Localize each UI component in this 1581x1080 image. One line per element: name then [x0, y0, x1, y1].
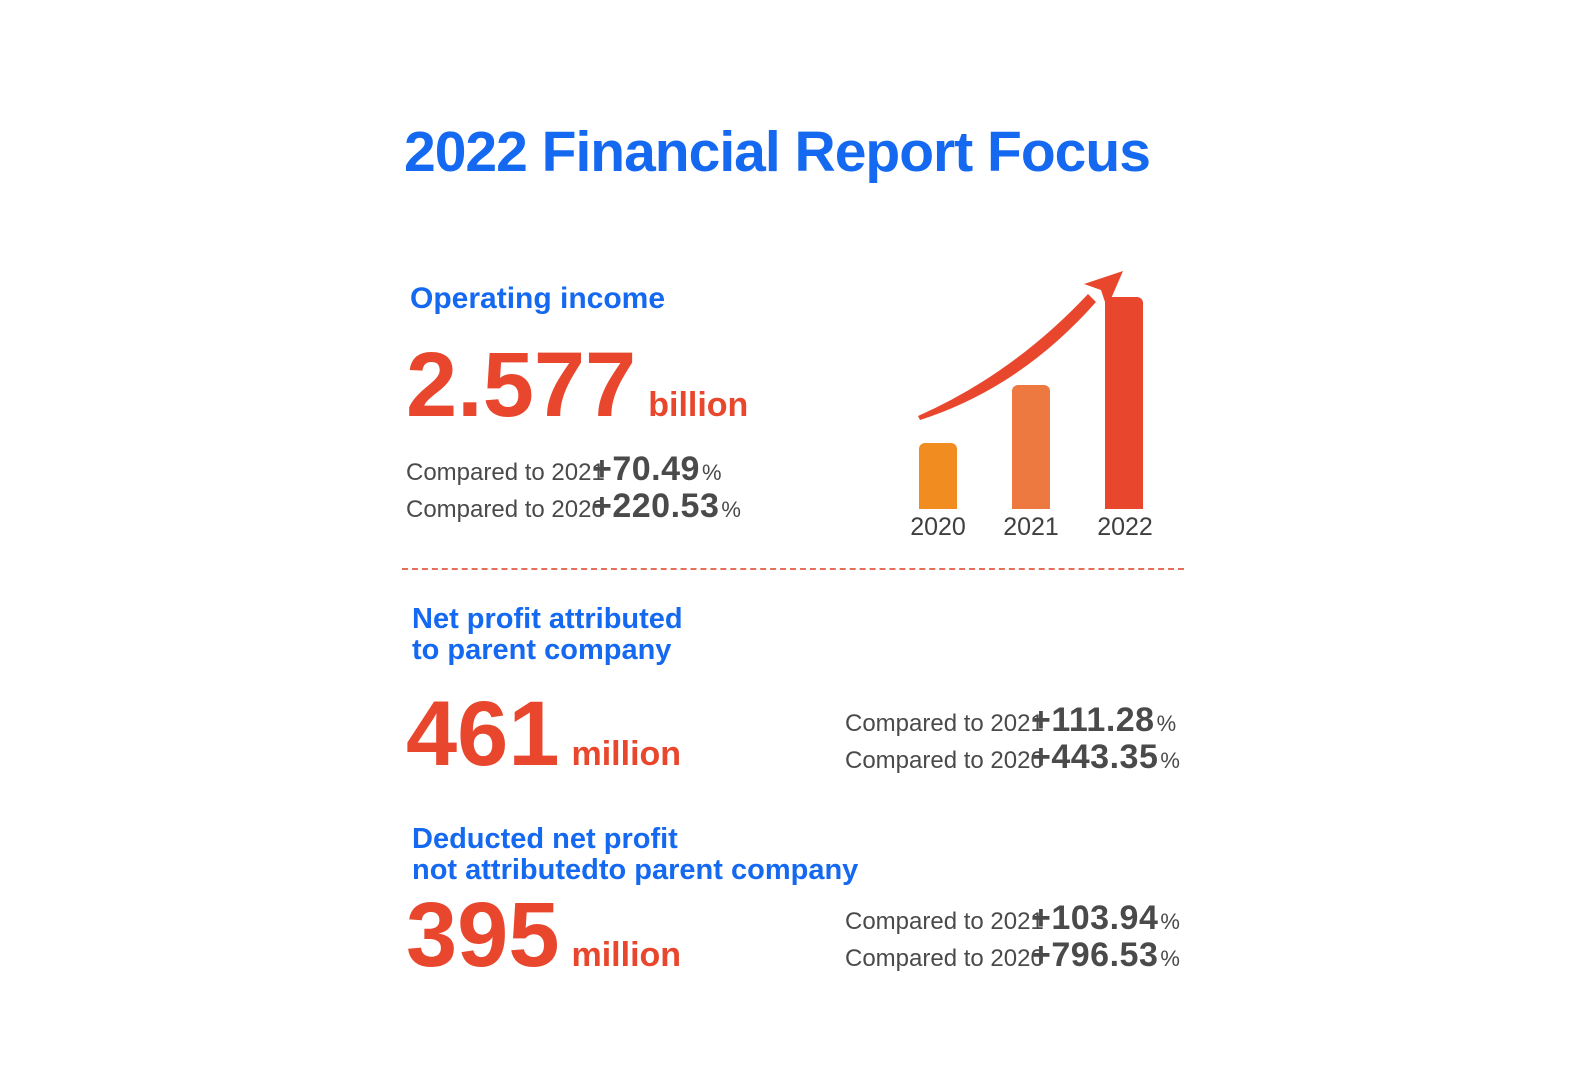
comparison-value: +70.49 [592, 450, 700, 488]
comparison-row-vs-2020 [845, 738, 1180, 775]
page-title: 2022 Financial Report Focus [404, 120, 1150, 184]
net-profit-label-line1: Net profit attributed [412, 603, 683, 635]
dashed-divider [402, 568, 1184, 570]
comparison-label: Compared to 2021 [845, 710, 1044, 737]
comparison-label: Compared to 2020 [845, 747, 1044, 774]
net-profit-comparisons [845, 701, 1180, 775]
bar-2020 [919, 443, 957, 509]
operating-income-value: 2.577 [406, 334, 637, 436]
bar-2022 [1105, 297, 1143, 509]
net-profit-label-line2: to parent company [412, 634, 672, 666]
deducted-net-profit-value-row [406, 884, 682, 986]
deducted-net-profit-unit: million [571, 936, 682, 974]
bar-label-2022: 2022 [1097, 513, 1153, 541]
net-profit-label [412, 604, 683, 666]
comparison-value: +220.53 [592, 487, 720, 525]
deducted-net-profit-value: 395 [406, 884, 560, 986]
comparison-label: Compared to 2021 [845, 908, 1044, 935]
deducted-net-profit-comparisons [845, 899, 1180, 973]
percent-sign: % [721, 497, 741, 522]
operating-income-unit: billion [648, 386, 749, 424]
comparison-row-vs-2021 [845, 899, 1180, 936]
operating-income-comparisons [406, 450, 741, 524]
deducted-net-profit-label-line2: not attributedto parent company [412, 854, 859, 886]
percent-sign: % [1160, 946, 1180, 971]
percent-sign: % [1160, 748, 1180, 773]
comparison-row-vs-2020 [406, 487, 741, 524]
comparison-row-vs-2021 [406, 450, 741, 487]
percent-sign: % [701, 460, 722, 485]
comparison-value: +103.94 [1031, 899, 1159, 937]
comparison-value: +111.28 [1031, 701, 1155, 739]
comparison-value: +443.35 [1031, 738, 1159, 776]
percent-sign: % [1160, 909, 1180, 934]
comparison-row-vs-2021 [845, 701, 1180, 738]
operating-income-bar-chart [880, 250, 1200, 540]
comparison-label: Compared to 2020 [406, 496, 605, 523]
bar-label-2020: 2020 [910, 513, 966, 541]
operating-income-label: Operating income [410, 282, 666, 315]
percent-sign: % [1156, 711, 1177, 736]
net-profit-value-row [406, 683, 682, 785]
net-profit-unit: million [571, 735, 682, 773]
deducted-net-profit-label-line1: Deducted net profit [412, 823, 678, 855]
operating-income-value-row [406, 334, 749, 436]
comparison-value: +796.53 [1031, 936, 1159, 974]
comparison-label: Compared to 2021 [406, 459, 605, 486]
bar-label-2021: 2021 [1003, 513, 1059, 541]
net-profit-value: 461 [406, 683, 560, 785]
bar-2021 [1012, 385, 1050, 509]
comparison-row-vs-2020 [845, 936, 1180, 973]
comparison-label: Compared to 2020 [845, 945, 1044, 972]
deducted-net-profit-label [412, 824, 858, 886]
